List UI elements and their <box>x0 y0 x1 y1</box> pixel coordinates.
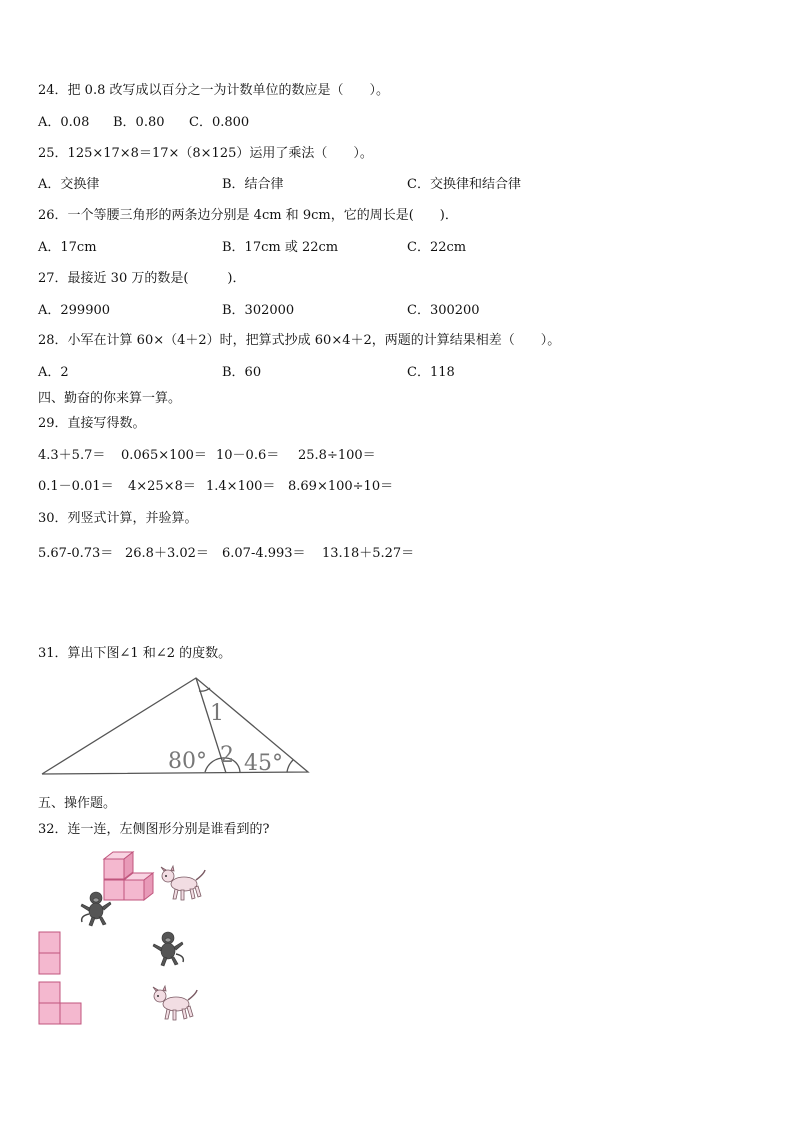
angle-80-label: 80° <box>168 749 207 774</box>
q30-calc: 13.18＋5.27＝ <box>322 546 415 561</box>
q28-option-c[interactable]: C．118 <box>407 365 455 380</box>
q24-text: 24．把 0.8 改写成以百分之一为计数单位的数应是（ ）。 <box>38 83 389 98</box>
q25-option-c[interactable]: C．交换律和结合律 <box>407 177 521 192</box>
angle-2-label: 2 <box>220 743 234 768</box>
q28-option-a[interactable]: A．2 <box>38 365 69 380</box>
dog-icon[interactable] <box>150 986 200 1022</box>
q29-calc: 0.1－0.01＝ <box>38 479 114 494</box>
q27-option-b[interactable]: B．302000 <box>222 303 295 318</box>
q27-text: 27．最接近 30 万的数是( )． <box>38 271 246 286</box>
q29-calc: 4.3＋5.7＝ <box>38 448 106 463</box>
q29-calc: 8.69×100÷10＝ <box>288 479 394 494</box>
q27-option-a[interactable]: A．299900 <box>38 303 111 318</box>
q25-option-b[interactable]: B．结合律 <box>222 177 284 192</box>
q30-calc: 26.8＋3.02＝ <box>125 546 209 561</box>
dog-icon <box>158 866 208 902</box>
q30-calc: 5.67-0.73＝ <box>38 546 114 561</box>
view-shape-l[interactable] <box>38 981 88 1031</box>
q25-option-a[interactable]: A．交换律 <box>38 177 100 192</box>
q31-text: 31．算出下图∠1 和∠2 的度数。 <box>38 646 232 661</box>
q24-option-a[interactable]: A．0.08 <box>38 115 90 130</box>
q29-calc: 1.4×100＝ <box>206 479 276 494</box>
q29-calc: 25.8÷100＝ <box>298 448 376 463</box>
q26-text: 26．一个等腰三角形的两条边分别是 4cm 和 9cm，它的周长是( )． <box>38 208 458 223</box>
angle-1-label: 1 <box>210 701 224 726</box>
q26-option-b[interactable]: B．17cm 或 22cm <box>222 240 339 255</box>
angle-45-label: 45° <box>244 751 283 776</box>
q25-text: 25．125×17×8＝17×（8×125）运用了乘法（ ）。 <box>38 146 373 161</box>
q30-calc: 6.07-4.993＝ <box>222 546 306 561</box>
q24-option-c[interactable]: C．0.800 <box>189 115 250 130</box>
q26-option-a[interactable]: A．17cm <box>38 240 97 255</box>
section-5-heading: 五、操作题。 <box>38 796 117 811</box>
q30-text: 30．列竖式计算，并验算。 <box>38 511 198 526</box>
q29-calc: 4×25×8＝ <box>128 479 196 494</box>
q27-option-c[interactable]: C．300200 <box>407 303 480 318</box>
q24-option-b[interactable]: B．0.80 <box>113 115 165 130</box>
monkey-icon <box>78 888 118 928</box>
q29-calc: 0.065×100＝ <box>121 448 207 463</box>
q29-text: 29．直接写得数。 <box>38 416 146 431</box>
q32-text: 32．连一连，左侧图形分别是谁看到的? <box>38 822 270 837</box>
q28-option-b[interactable]: B．60 <box>222 365 262 380</box>
view-shape-vertical[interactable] <box>38 931 68 981</box>
q26-option-c[interactable]: C．22cm <box>407 240 467 255</box>
section-4-heading: 四、勤奋的你来算一算。 <box>38 391 182 406</box>
monkey-icon[interactable] <box>150 928 190 968</box>
q29-calc: 10－0.6＝ <box>216 448 280 463</box>
q28-text: 28．小军在计算 60×（4＋2）时，把算式抄成 60×4＋2，两题的计算结果相差（ ）。 <box>38 333 561 348</box>
